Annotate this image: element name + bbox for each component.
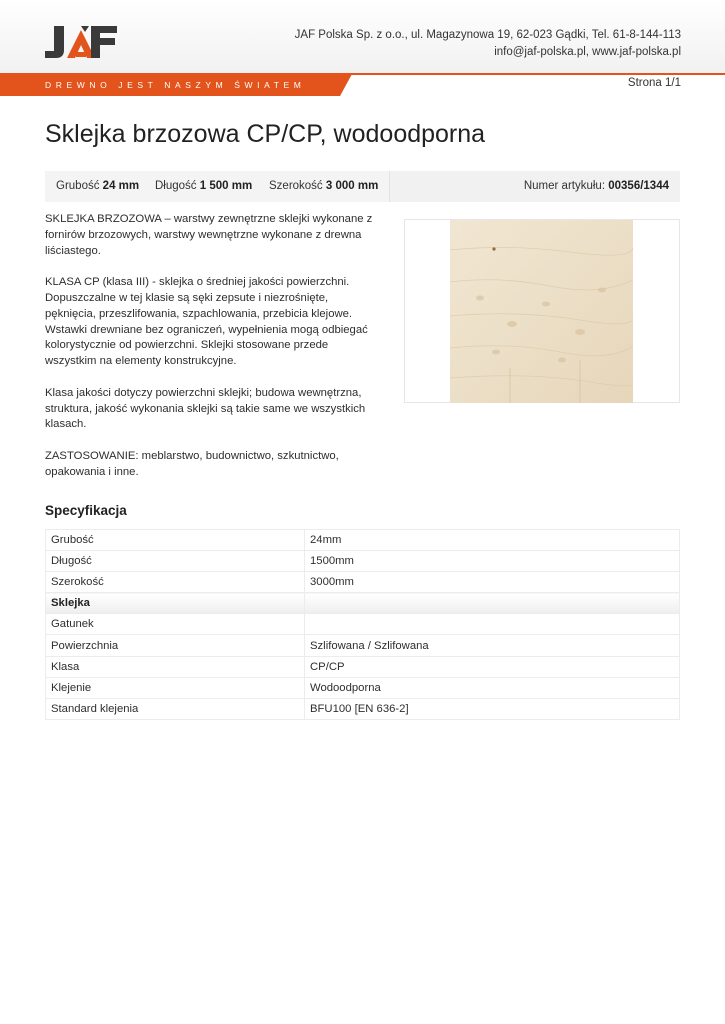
- spec-value: 1500mm: [305, 551, 680, 572]
- product-title: Sklejka brzozowa CP/CP, wodoodporna: [45, 120, 486, 148]
- spec-value: 24mm: [305, 530, 680, 551]
- description-paragraph: KLASA CP (klasa III) - sklejka o średniej jakości powierzchni. Dopuszczalne w tej klasie są sęki zepsute i niezrośnięte, pęknięcia, przeszlifowania, szpachlowania, przebicia klejowe. Wstawki drewniane bez ograniczeń, wypełnienia mogą odbiegać kolorystycznie od powierzchni. Sklejki stosowane przede wszystkim na elementy konstrukcyjne.: [45, 276, 368, 368]
- page-number: Strona 1/1: [627, 77, 681, 89]
- spec-value: CP/CP: [305, 656, 680, 677]
- table-row: [46, 635, 680, 656]
- spec-value: BFU100 [EN 636-2]: [305, 698, 680, 719]
- article-label: Numer artykułu:: [523, 180, 606, 192]
- description-paragraph: Klasa jakości dotyczy powierzchni sklejki; budowa wewnętrzna, struktura, jakość wykonania sklejki są takie same we wszystkich klasach.: [45, 386, 366, 431]
- spec-group-label: Sklejka: [46, 593, 305, 614]
- slogan: DREWNO JEST NASZYM ŚWIATEM: [45, 80, 306, 90]
- page-header: [0, 0, 725, 74]
- dimension-label: Długość: [155, 180, 197, 192]
- article-number: [524, 171, 669, 202]
- dimension-width: [258, 171, 390, 202]
- description-paragraph: ZASTOSOWANIE: meblarstwo, budownictwo, szkutnictwo, opakowania i inne.: [45, 449, 339, 478]
- spec-key: Długość: [46, 551, 305, 572]
- company-info: [295, 27, 681, 61]
- dimension-value: 1 500 mm: [199, 180, 253, 192]
- spec-value: Szlifowana / Szlifowana: [305, 635, 680, 656]
- spec-key: Klasa: [46, 656, 305, 677]
- jaf-logo: [45, 26, 117, 58]
- spec-value: [305, 614, 680, 635]
- spec-value: [305, 593, 680, 614]
- spec-key: Standard klejenia: [46, 698, 305, 719]
- product-image: [450, 220, 633, 403]
- table-row: [46, 698, 680, 719]
- spec-value: Wodoodporna: [305, 677, 680, 698]
- dimension-value: 24 mm: [102, 180, 140, 192]
- dimension-value: 3 000 mm: [325, 180, 379, 192]
- spec-value: 3000mm: [305, 572, 680, 593]
- spec-key: Powierzchnia: [46, 635, 305, 656]
- article-value: 00356/1344: [608, 180, 669, 192]
- company-contact: info@jaf-polska.pl, www.jaf-polska.pl: [494, 46, 681, 58]
- spec-key: Szerokość: [46, 572, 305, 593]
- spec-key: Klejenie: [46, 677, 305, 698]
- dimension-thickness: [45, 171, 151, 202]
- table-row: [46, 677, 680, 698]
- spec-key: Grubość: [46, 530, 305, 551]
- table-row: [46, 572, 680, 593]
- table-group-row: [46, 593, 680, 614]
- dimensions-bar: [45, 171, 680, 202]
- table-row: [46, 656, 680, 677]
- company-address: JAF Polska Sp. z o.o., ul. Magazynowa 19, 62-023 Gądki, Tel. 61-8-144-113: [294, 29, 681, 41]
- spec-table: [45, 529, 680, 720]
- dimension-length: [144, 171, 264, 202]
- table-row: [46, 614, 680, 635]
- product-image-frame: [404, 219, 680, 403]
- dimension-label: Szerokość: [269, 180, 323, 192]
- table-row: [46, 551, 680, 572]
- dimension-label: Grubość: [56, 180, 100, 192]
- spec-key: Gatunek: [46, 614, 305, 635]
- table-row: [46, 530, 680, 551]
- description-paragraph: SKLEJKA BRZOZOWA – warstwy zewnętrzne sklejki wykonane z fornirów brzozowych, warstwy wewnętrzne wykonane z drewna liściastego.: [45, 213, 373, 257]
- product-description: [45, 212, 375, 496]
- spec-heading: Specyfikacja: [45, 503, 127, 518]
